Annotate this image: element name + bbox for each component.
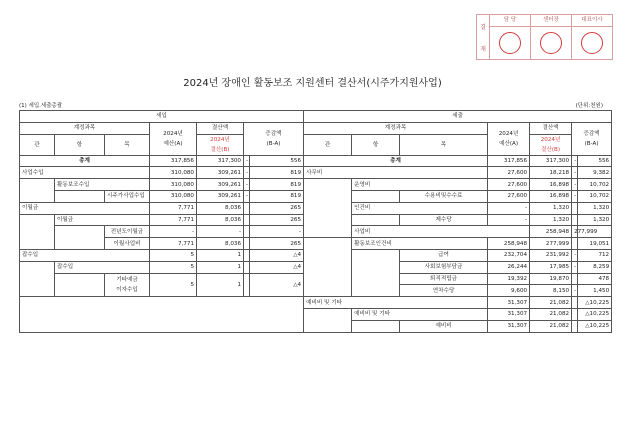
settlement-table xyxy=(19,110,612,333)
expense-budget: - xyxy=(488,214,530,226)
approval-side-top: 결 xyxy=(480,23,486,31)
income-diff: 819 xyxy=(250,190,304,202)
income-kwan-label: 사업수입 xyxy=(20,167,150,179)
income-settle: 8,036 xyxy=(197,202,244,214)
income-total-label: 총계 xyxy=(20,155,150,167)
expense-settle-header: 결산액 xyxy=(530,122,572,134)
income-sign: - xyxy=(244,190,250,202)
expense-budget: 27,600 xyxy=(488,190,530,202)
expense-settle: 231,992 xyxy=(530,249,572,261)
income-sign: - xyxy=(244,179,250,191)
expense-settle: 21,082 xyxy=(530,308,572,320)
expense-sign: - xyxy=(572,190,578,202)
expense-settle: 8,150 xyxy=(530,285,572,297)
expense-diff: 8,259 xyxy=(578,261,612,273)
income-subject-header: 계정과목 xyxy=(20,122,150,134)
income-total-sign: - xyxy=(244,155,250,167)
expense-diff: 10,702 xyxy=(578,179,612,191)
expense-kwan-label: 사업비 xyxy=(352,226,530,238)
approval-header-ceo: 대표이사 xyxy=(572,15,612,27)
table-row-total xyxy=(20,155,612,167)
expense-settle: 1,320 xyxy=(530,214,572,226)
expense-diff: 1,450 xyxy=(578,285,612,297)
income-kwan-label: 이월금 xyxy=(20,202,150,214)
section-label: (1) 세입.세출총괄 xyxy=(19,103,63,109)
expense-total-sign: - xyxy=(572,155,578,167)
income-mok-label: 이월사업비 xyxy=(105,238,150,250)
income-settle-header: 결산액 xyxy=(197,122,244,134)
expense-settle: 1,320 xyxy=(530,202,572,214)
income-settle: 1 xyxy=(197,273,244,297)
income-settle: 1 xyxy=(197,261,244,273)
income-settle: 1 xyxy=(197,249,244,261)
expense-hang-label: 예비비 및 기타 xyxy=(352,308,488,320)
expense-mok-label: 제수당 xyxy=(400,214,488,226)
expense-budget: - xyxy=(488,202,530,214)
expense-diff: 1,320 xyxy=(578,214,612,226)
income-hang-label: 잡수입 xyxy=(55,261,150,273)
income-mok-header: 목 xyxy=(105,134,150,155)
approval-header-staff: 담 당 xyxy=(490,15,530,27)
expense-budget: 31,307 xyxy=(488,297,530,309)
approval-col-director xyxy=(531,15,572,59)
income-settle: 309,261 xyxy=(197,167,244,179)
expense-diff: △10,225 xyxy=(578,320,612,332)
seal-stamp-icon xyxy=(540,32,562,54)
expense-budget-header: 2024년 예산(A) xyxy=(488,122,530,155)
income-settle: 8,036 xyxy=(197,238,244,250)
expense-budget: 19,392 xyxy=(488,273,530,285)
income-budget-header: 2024년 예산(A) xyxy=(150,122,197,155)
income-diff: - xyxy=(250,226,304,238)
expense-budget: 232,704 xyxy=(488,249,530,261)
income-settle: 8,036 xyxy=(197,214,244,226)
expense-sign: - xyxy=(572,179,578,191)
expense-mok-label: 사회보험부담금 xyxy=(400,261,488,273)
expense-diff: 9,382 xyxy=(578,167,612,179)
expense-diff: △10,225 xyxy=(578,308,612,320)
expense-hang-blank xyxy=(352,320,400,332)
income-settle: 309,261 xyxy=(197,179,244,191)
income-budget: 310,080 xyxy=(150,179,197,191)
income-budget: - xyxy=(150,226,197,238)
income-total-diff: 556 xyxy=(250,155,304,167)
expense-sign: - xyxy=(572,261,578,273)
income-diff: △4 xyxy=(250,273,304,297)
income-diff: 265 xyxy=(250,202,304,214)
income-diff: 265 xyxy=(250,238,304,250)
income-hang-label: 활동보조수입 xyxy=(55,179,150,191)
expense-diff: 1,320 xyxy=(578,202,612,214)
expense-kwan-label: 예비비 및 기타 xyxy=(304,297,488,309)
income-budget: 5 xyxy=(150,261,197,273)
approval-box xyxy=(476,14,613,60)
expense-diff: 10,702 xyxy=(578,190,612,202)
expense-budget: 27,600 xyxy=(488,179,530,191)
expense-sign: - xyxy=(572,249,578,261)
income-empty-area xyxy=(20,297,304,332)
expense-diff: 712 xyxy=(578,249,612,261)
income-hang-label: 이월금 xyxy=(55,214,150,226)
expense-budget: 258,948 xyxy=(488,238,530,250)
expense-kwan-label: 사무비 xyxy=(304,167,488,179)
income-mok-label: 시주가사업수입 xyxy=(105,190,150,202)
unit-label: (단위:천원) xyxy=(575,103,603,109)
expense-hang-blank xyxy=(352,214,400,226)
expense-mok-label: 퇴직적립금 xyxy=(400,273,488,285)
expense-hang-label: 운영비 xyxy=(352,179,488,191)
income-diff: △4 xyxy=(250,261,304,273)
approval-col-ceo xyxy=(572,15,612,59)
expense-settle: 18,218 xyxy=(530,167,572,179)
expense-budget: 27,600 xyxy=(488,167,530,179)
income-diff: 265 xyxy=(250,214,304,226)
expense-kwan-blank xyxy=(304,238,352,297)
expense-mok-header: 목 xyxy=(400,134,488,155)
expense-total-label: 총계 xyxy=(304,155,488,167)
income-kwan-blank xyxy=(20,179,55,203)
expense-settle-year-header: 2024년 결산(B) xyxy=(530,134,572,155)
income-sign: - xyxy=(244,167,250,179)
expense-hang-label: 인건비 xyxy=(352,202,488,214)
expense-total-diff: 556 xyxy=(578,155,612,167)
income-title: 세입 xyxy=(20,111,304,123)
income-budget: 7,771 xyxy=(150,214,197,226)
income-budget: 5 xyxy=(150,273,197,297)
income-settle: - xyxy=(197,226,244,238)
expense-diff: 19,051 xyxy=(578,238,612,250)
expense-settle: 277,999 xyxy=(530,238,572,250)
expense-total-budget: 317,856 xyxy=(488,155,530,167)
income-kwan-header: 관 xyxy=(20,134,55,155)
expense-budget: 9,600 xyxy=(488,285,530,297)
expense-total-settle: 317,300 xyxy=(530,155,572,167)
approval-header-director: 센터장 xyxy=(531,15,571,27)
expense-mok-label: 수용비및수수료 xyxy=(400,190,488,202)
expense-title: 세출 xyxy=(304,111,612,123)
expense-subject-header: 계정과목 xyxy=(304,122,488,134)
approval-col-staff xyxy=(490,15,531,59)
income-budget: 7,771 xyxy=(150,238,197,250)
income-total-settle: 317,300 xyxy=(197,155,244,167)
approval-side-bottom: 재 xyxy=(480,45,486,53)
expense-hang-label: 활동보조인건비 xyxy=(352,238,488,250)
income-diff: 819 xyxy=(250,167,304,179)
expense-diff: △10,225 xyxy=(578,297,612,309)
expense-kwan-blank xyxy=(304,179,352,238)
section-header-row xyxy=(20,111,612,123)
income-hang-blank xyxy=(55,190,105,202)
expense-settle: 21,082 xyxy=(530,297,572,309)
income-hang-header: 항 xyxy=(55,134,105,155)
income-total-budget: 317,856 xyxy=(150,155,197,167)
income-diff: 819 xyxy=(250,179,304,191)
expense-budget: 26,244 xyxy=(488,261,530,273)
income-diff: △4 xyxy=(250,249,304,261)
income-budget: 7,771 xyxy=(150,202,197,214)
income-settle-year-header: 2024년 결산(B) xyxy=(197,134,244,155)
income-mok-label: 기타예금 이자수입 xyxy=(105,273,150,297)
expense-settle: 19,870 xyxy=(530,273,572,285)
expense-budget: 31,307 xyxy=(488,320,530,332)
expense-mok-label: 연차수당 xyxy=(400,285,488,297)
expense-hang-blank xyxy=(352,249,400,296)
table-row xyxy=(20,297,612,309)
income-kwan-label: 잡수입 xyxy=(20,249,150,261)
expense-hang-blank xyxy=(352,190,400,202)
seal-stamp-icon xyxy=(581,32,603,54)
header-row-1 xyxy=(20,122,612,134)
table-row xyxy=(20,179,612,191)
expense-budget: 31,307 xyxy=(488,308,530,320)
expense-budget: 258,948 xyxy=(530,226,572,238)
income-budget: 310,080 xyxy=(150,190,197,202)
expense-hang-header: 항 xyxy=(352,134,400,155)
income-mok-label: 전년도이월금 xyxy=(105,226,150,238)
expense-diff-header: 증감액 (B-A) xyxy=(572,122,612,155)
income-budget: 310,080 xyxy=(150,167,197,179)
approval-side-label xyxy=(477,15,490,59)
page-title: 2024년 장애인 활동보조 지원센터 결산서(시주가지원사업) xyxy=(183,78,442,89)
expense-mok-label: 예비비 xyxy=(400,320,488,332)
income-kwan-blank xyxy=(20,214,55,249)
income-settle: 309,261 xyxy=(197,190,244,202)
expense-kwan-blank xyxy=(304,308,352,332)
seal-stamp-icon xyxy=(499,32,521,54)
expense-settle: 277,999 xyxy=(572,226,578,238)
income-diff-header: 증감액 (B-A) xyxy=(244,122,304,155)
expense-sign: - xyxy=(572,285,578,297)
expense-mok-label: 급여 xyxy=(400,249,488,261)
table-row xyxy=(20,167,612,179)
expense-kwan-header: 관 xyxy=(304,134,352,155)
table-row xyxy=(20,238,612,250)
income-hang-blank xyxy=(55,226,105,250)
expense-settle: 16,898 xyxy=(530,179,572,191)
expense-sign: - xyxy=(572,167,578,179)
expense-settle: 17,985 xyxy=(530,261,572,273)
income-hang-blank xyxy=(55,273,105,297)
expense-diff: 478 xyxy=(578,273,612,285)
income-kwan-blank xyxy=(20,261,55,296)
income-budget: 5 xyxy=(150,249,197,261)
expense-settle: 21,082 xyxy=(530,320,572,332)
expense-settle: 16,898 xyxy=(530,190,572,202)
